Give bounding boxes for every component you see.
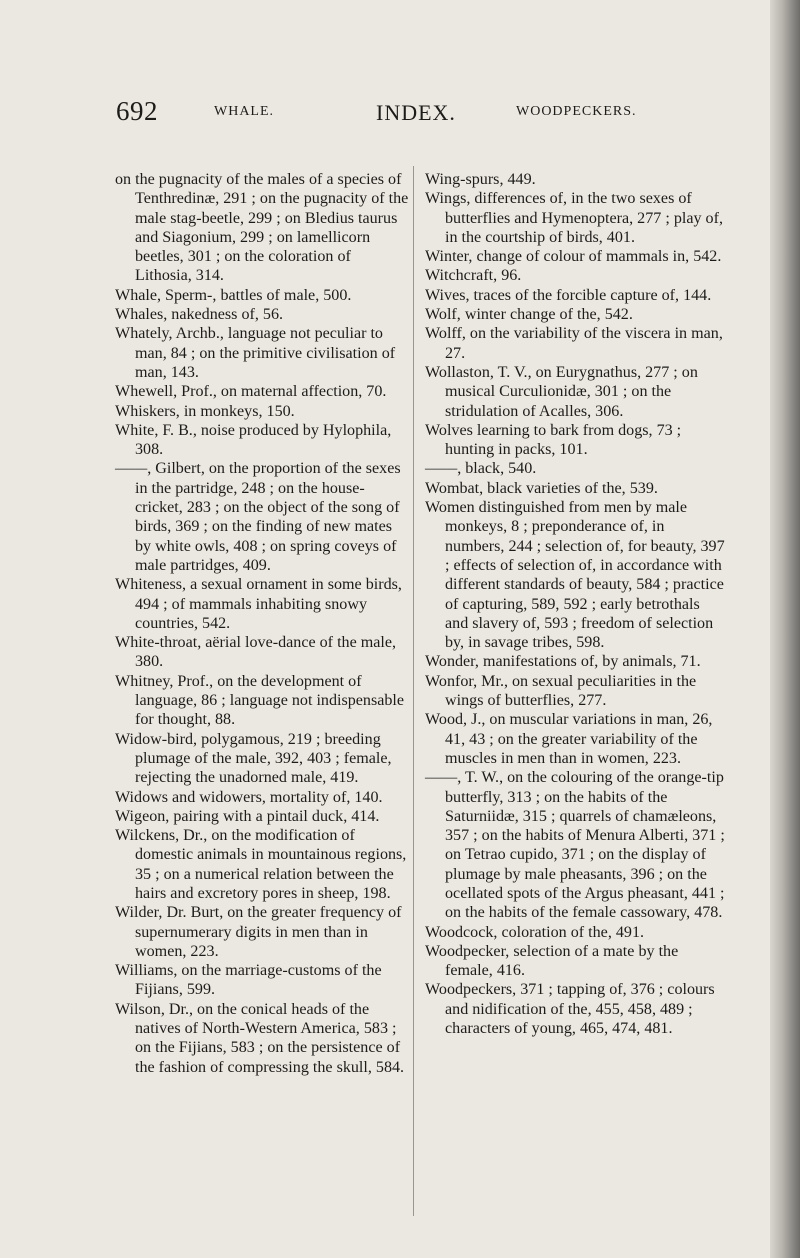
index-column-right [425, 170, 725, 1038]
index-entry: Wood, J., on muscular variations in man, 26, 41, 43 ; on the greater variability of the muscles in men than in women, 223. [425, 711, 713, 767]
index-entry: Woodpecker, selection of a mate by the female, 416. [425, 942, 679, 980]
index-column-left [115, 170, 410, 1077]
index-entry: White, F. B., noise produced by Hylophila, 308. [115, 421, 392, 459]
index-entry: Wollaston, T. V., on Eurygnathus, 277 ; on musical Curculionidæ, 301 ; on the stridulation of Acalles, 306. [425, 363, 698, 420]
index-entry: Wolff, on the variability of the viscera in man, 27. [425, 325, 723, 362]
index-entry: Wing-spurs, 449. [425, 171, 536, 188]
index-entry: Whales, nakedness of, 56. [115, 306, 284, 324]
index-entry: ——, T. W., on the colouring of the orange-tip butterfly, 313 ; on the habits of the Saturniidæ, 315 ; quarrels of chamæleons, 357 ; on the habits of Menura Alberti, 371 ; on Tetrao cupido, 371 ; on the display of plumage by male pheasants, 396 ; on the ocellated spots of the Argus pheasant, 441 ; on the habits of the female cassowary, 478. [425, 769, 725, 922]
index-entry: Witchcraft, 96. [425, 267, 522, 285]
index-entry: Women distinguished from men by male monkeys, 8 ; preponderance of, in numbers, 244 ; selection of, for beauty, 397 ; effects of selection of, in accordance with different standards of beauty, 584 ; practice of capturing, 589, 592 ; early betrothals and slavery of, 593 ; freedom of selection by, in savage tribes, 598. [425, 499, 725, 652]
header-title: INDEX. [376, 100, 456, 125]
index-entry: Woodpeckers, 371 ; tapping of, 376 ; colours and nidification of the, 455, 458, 489 ; characters of young, 465, 474, 481. [425, 981, 715, 1038]
index-entry: Widows and widowers, mortality of, 140. [115, 788, 383, 806]
index-entry: Wilder, Dr. Burt, on the greater frequency of supernumerary digits in men than in women, 223. [115, 904, 402, 960]
index-entry: Whiteness, a sexual ornament in some birds, 494 ; of mammals inhabiting snowy countries, 542. [115, 576, 402, 632]
index-entry: Williams, on the marriage-customs of the Fijians, 599. [115, 962, 382, 999]
index-entry: Winter, change of colour of mammals in, 542. [425, 248, 722, 266]
index-entry: Wives, traces of the forcible capture of, 144. [425, 286, 712, 304]
index-entry: Whale, Sperm-, battles of male, 500. [115, 286, 352, 304]
index-entry: Wonder, manifestations of, by animals, 71. [425, 653, 701, 671]
index-entry: White-throat, aërial love-dance of the male, 380. [115, 634, 397, 671]
index-entry: Wings, differences of, in the two sexes of butterflies and Hymenoptera, 277 ; play of, in the courtship of birds, 401. [425, 190, 723, 246]
index-entry: Wolf, winter change of the, 542. [425, 306, 633, 324]
index-entry: Wigeon, pairing with a pintail duck, 414. [115, 807, 380, 825]
index-entry: ——, Gilbert, on the proportion of the sexes in the partridge, 248 ; on the house-cricket, 283 ; on the object of the song of birds, 369 ; on the finding of new mates by white owls, 408 ; on spring coveys of male partridges, 409. [115, 460, 401, 574]
header-right-guide-word: WOODPECKERS. [516, 104, 637, 119]
index-entry: Woodcock, coloration of the, 491. [425, 923, 645, 941]
index-entry: ——, black, 540. [425, 460, 537, 478]
index-entry: Wilson, Dr., on the conical heads of the natives of North-Western America, 583 ; on the Fijians, 583 ; on the persistence of the fashion of compressing the skull, 584. [115, 1000, 405, 1076]
index-entry: on the pugnacity of the males of a species of Tenthredinæ, 291 ; on the pugnacity of the male stag-beetle, 299 ; on Bledius taurus and Siagonium, 299 ; on lamellicorn beetles, 301 ; on the coloration of Lithosia, 314. [115, 171, 409, 285]
index-entry: Wolves learning to bark from dogs, 73 ; hunting in packs, 101. [425, 421, 682, 459]
column-divider [413, 166, 414, 1216]
index-entry: Whitney, Prof., on the development of language, 86 ; language not indispensable for thought, 88. [115, 672, 405, 729]
page-number: 692 [116, 96, 158, 126]
index-entry: Widow-bird, polygamous, 219 ; breeding plumage of the male, 392, 403 ; female, rejecting the unadorned male, 419. [115, 730, 392, 787]
index-entry: Wilckens, Dr., on the modification of domestic animals in mountainous regions, 35 ; on a numerical relation between the hairs and excretory pores in sheep, 198. [115, 827, 407, 902]
page-edge-shadow [770, 0, 800, 1258]
index-entry: Wonfor, Mr., on sexual peculiarities in the wings of butterflies, 277. [425, 672, 697, 710]
index-entry: Whiskers, in monkeys, 150. [115, 402, 295, 420]
index-entry: Wombat, black varieties of the, 539. [425, 479, 658, 497]
header-left-guide-word: WHALE. [214, 104, 275, 119]
page-header [116, 96, 716, 136]
index-entry: Whewell, Prof., on maternal affection, 70. [115, 383, 387, 401]
index-entry: Whately, Archb., language not peculiar to man, 84 ; on the primitive civilisation of man, 143. [115, 325, 396, 381]
